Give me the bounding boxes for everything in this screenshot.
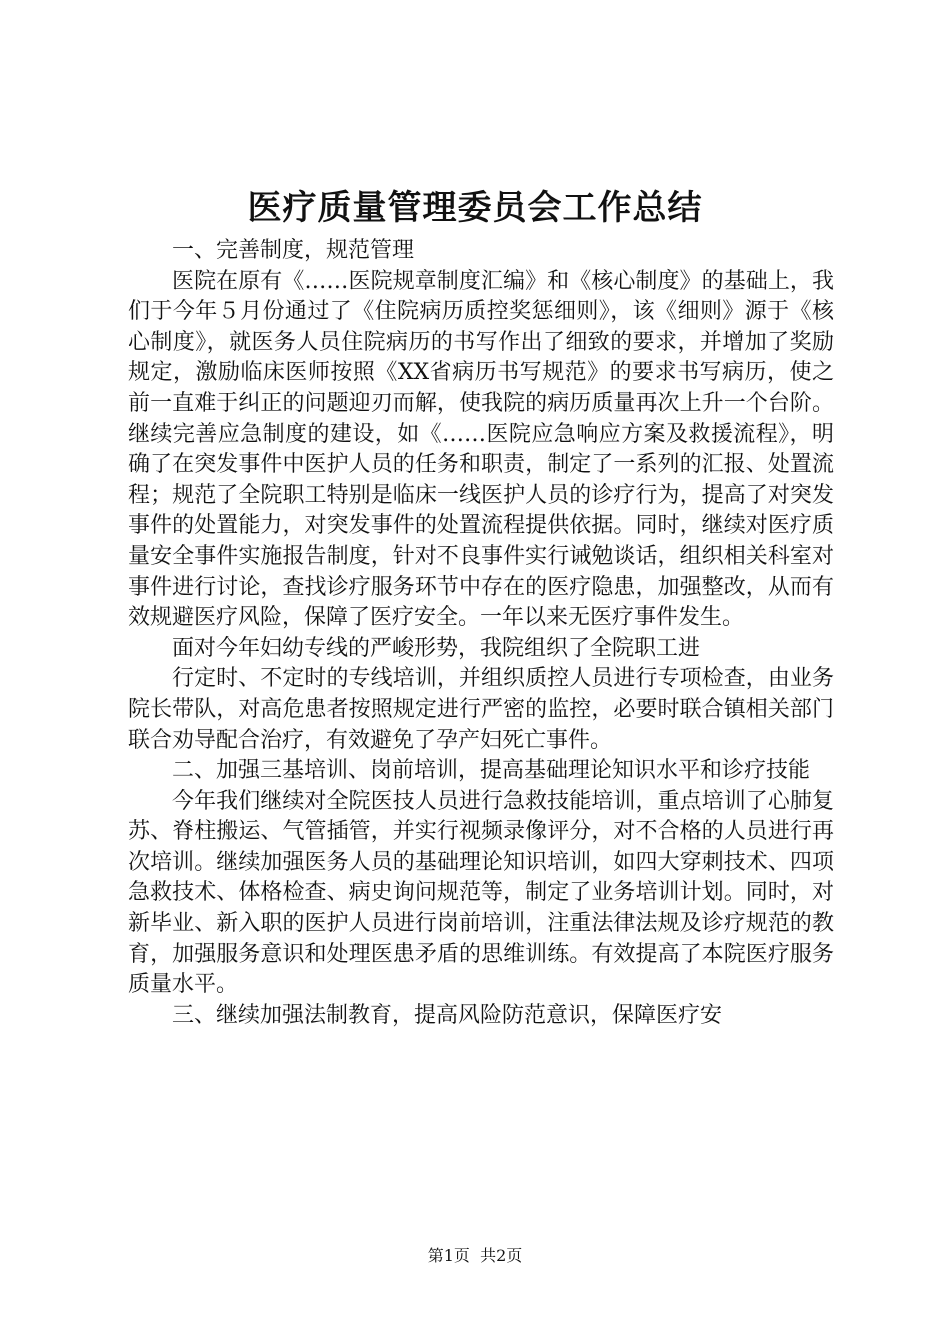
paragraph-4: 今年我们继续对全院医技人员进行急救技能培训，重点培训了心肺复苏、脊柱搬运、气管插管，并实行视频录像评分，对不合格的人员进行再次培训。继续加强医务人员的基础理论知识培训，如四大穿刺技术、四项急救技术、体格检查、病史询问规范等，制定了业务培训计划。同时，对新毕业、新入职的医护人员进行岗前培训，注重法律法规及诊疗规范的教育，加强服务意识和处理医患矛盾的思维训练。有效提高了本院医疗服务质量水平。: [128, 788, 834, 998]
document-title: 医疗质量管理委员会工作总结: [247, 188, 703, 228]
paragraph-1: 医院在原有《……医院规章制度汇编》和《核心制度》的基础上，我们于今年５月份通过了《住院病历质控奖惩细则》，该《细则》源于《核心制度》，就医务人员住院病历的书写作出了细致的要求，并增加了奖励规定，激励临床医师按照《XX省病历书写规范》的要求书写病历，使之前一直难于纠正的问题迎刃而解，使我院的病历质量再次上升一个台阶。继续完善应急制度的建设，如《……医院应急响应方案及救援流程》，明确了在突发事件中医护人员的任务和职责，制定了一系列的汇报、处置流程；规范了全院职工特别是临床一线医护人员的诊疗行为，提高了对突发事件的处置能力，对突发事件的处置流程提供依据。同时，继续对医疗质量安全事件实施报告制度，针对不良事件实行诫勉谈话，组织相关科室对事件进行讨论，查找诊疗服务环节中存在的医疗隐患，加强整改，从而有效规避医疗风险，保障了医疗安全。一年以来无医疗事件发生。: [128, 268, 834, 631]
paragraph-2: 面对今年妇幼专线的严峻形势，我院组织了全院职工进: [172, 635, 701, 661]
paragraph-3: 行定时、不定时的专线培训，并组织质控人员进行专项检查，由业务院长带队，对高危患者按照规定进行严密的监控，必要时联合镇相关部门联合劝导配合治疗，有效避免了孕产妇死亡事件。: [128, 666, 834, 753]
section-heading-1: 一、完善制度，规范管理: [172, 238, 415, 263]
page-total: 共2页: [480, 1246, 523, 1265]
footer-spacer: [470, 1246, 480, 1265]
page-footer: [0, 1244, 950, 1268]
section-heading-2: 二、加强三基培训、岗前培训，提高基础理论知识水平和诊疗技能: [172, 758, 811, 784]
section-heading-3: 三、继续加强法制教育，提高风险防范意识，保障医疗安: [172, 1002, 723, 1028]
document-body: [128, 236, 834, 1031]
page-number: 第1页: [427, 1246, 470, 1265]
